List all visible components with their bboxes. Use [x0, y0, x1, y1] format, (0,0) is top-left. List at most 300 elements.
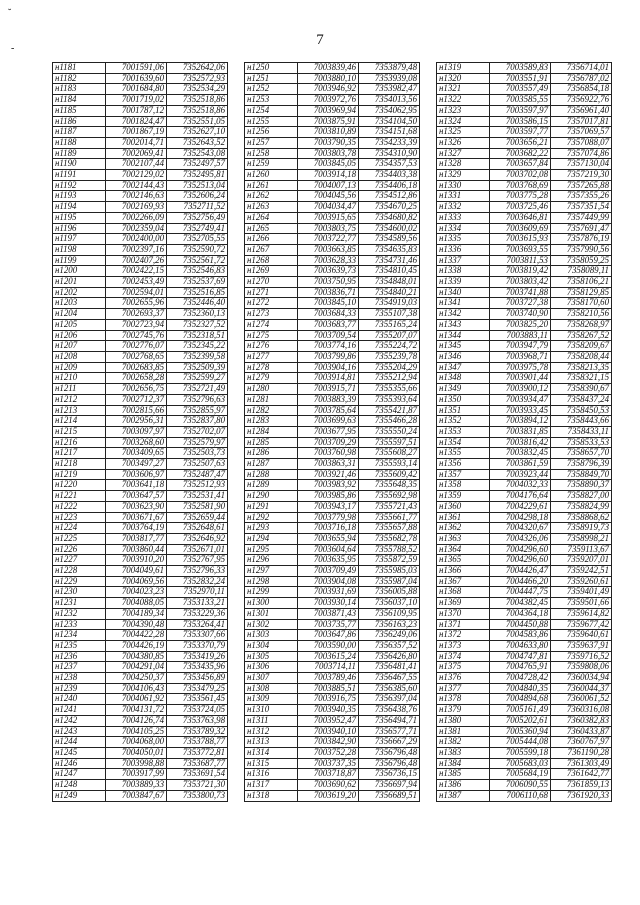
- table-row: [437, 73, 612, 84]
- table-row: [437, 341, 612, 352]
- table-row: [53, 394, 228, 405]
- point-id: н1369: [437, 598, 490, 609]
- table-row: [53, 523, 228, 534]
- point-id: н1378: [437, 694, 490, 705]
- y-coordinate: 7353370,79: [167, 640, 228, 651]
- table-row: [53, 715, 228, 726]
- table-row: [437, 705, 612, 716]
- table-row: [245, 576, 420, 587]
- x-coordinate: 7004291,04: [106, 662, 167, 673]
- point-id: н1183: [53, 84, 106, 95]
- y-coordinate: 7358268,97: [551, 319, 612, 330]
- x-coordinate: 7004894,68: [490, 694, 551, 705]
- y-coordinate: 7358106,21: [551, 277, 612, 288]
- table-row: [437, 234, 612, 245]
- table-row: [245, 159, 420, 170]
- point-id: н1350: [437, 394, 490, 405]
- point-id: н1325: [437, 127, 490, 138]
- x-coordinate: 7003883,39: [298, 394, 359, 405]
- point-id: н1182: [53, 73, 106, 84]
- point-id: н1210: [53, 373, 106, 384]
- x-coordinate: 7003934,47: [490, 394, 551, 405]
- x-coordinate: 7003764,19: [106, 523, 167, 534]
- table-row: [437, 95, 612, 106]
- point-id: н1247: [53, 769, 106, 780]
- point-id: н1240: [53, 694, 106, 705]
- x-coordinate: 7003655,94: [298, 533, 359, 544]
- x-coordinate: 7003975,78: [490, 362, 551, 373]
- x-coordinate: 7003933,45: [490, 405, 551, 416]
- point-id: н1356: [437, 459, 490, 470]
- table-row: [53, 640, 228, 651]
- x-coordinate: 7003619,20: [298, 790, 359, 801]
- point-id: н1186: [53, 116, 106, 127]
- point-id: н1184: [53, 95, 106, 106]
- x-coordinate: 7003946,92: [298, 84, 359, 95]
- point-id: н1352: [437, 416, 490, 427]
- table-row: [53, 319, 228, 330]
- point-id: н1338: [437, 266, 490, 277]
- x-coordinate: 7005161,49: [490, 705, 551, 716]
- x-coordinate: 7003889,33: [106, 780, 167, 791]
- x-coordinate: 7004426,19: [106, 640, 167, 651]
- y-coordinate: 7358267,52: [551, 330, 612, 341]
- x-coordinate: 7004007,13: [298, 180, 359, 191]
- x-coordinate: 7003589,83: [490, 63, 551, 74]
- x-coordinate: 7003915,71: [298, 384, 359, 395]
- y-coordinate: 7353691,54: [167, 769, 228, 780]
- table-row: [437, 448, 612, 459]
- y-coordinate: 7358433,11: [551, 426, 612, 437]
- table-row: [245, 705, 420, 716]
- x-coordinate: 7004447,75: [490, 587, 551, 598]
- x-coordinate: 7003671,67: [106, 512, 167, 523]
- point-id: н1227: [53, 555, 106, 566]
- point-id: н1256: [245, 127, 298, 138]
- x-coordinate: 7003716,18: [298, 523, 359, 534]
- point-id: н1337: [437, 255, 490, 266]
- table-row: [437, 180, 612, 191]
- x-coordinate: 7002723,94: [106, 319, 167, 330]
- y-coordinate: 7358170,60: [551, 298, 612, 309]
- x-coordinate: 7003657,84: [490, 159, 551, 170]
- y-coordinate: 7357990,56: [551, 244, 612, 255]
- table-row: [53, 244, 228, 255]
- table-row: [53, 598, 228, 609]
- y-coordinate: 7352518,86: [167, 105, 228, 116]
- point-id: н1280: [245, 384, 298, 395]
- point-id: н1216: [53, 437, 106, 448]
- x-coordinate: 7003900,12: [490, 384, 551, 395]
- point-id: н1302: [245, 619, 298, 630]
- point-id: н1260: [245, 170, 298, 181]
- y-coordinate: 7352546,83: [167, 266, 228, 277]
- x-coordinate: 7003816,42: [490, 437, 551, 448]
- table-row: [53, 694, 228, 705]
- point-id: н1205: [53, 319, 106, 330]
- y-coordinate: 7358209,67: [551, 341, 612, 352]
- point-id: н1195: [53, 212, 106, 223]
- y-coordinate: 7358868,62: [551, 512, 612, 523]
- x-coordinate: 7004045,56: [298, 191, 359, 202]
- y-coordinate: 7359677,42: [551, 619, 612, 630]
- table-row: [53, 491, 228, 502]
- x-coordinate: 7003735,77: [298, 619, 359, 630]
- x-coordinate: 7005360,94: [490, 726, 551, 737]
- x-coordinate: 7003861,59: [490, 459, 551, 470]
- x-coordinate: 7003684,33: [298, 309, 359, 320]
- x-coordinate: 7002956,31: [106, 416, 167, 427]
- table-row: [437, 459, 612, 470]
- table-row: [245, 555, 420, 566]
- point-id: н1199: [53, 255, 106, 266]
- table-row: [53, 223, 228, 234]
- x-coordinate: 7004296,60: [490, 555, 551, 566]
- y-coordinate: 7358533,53: [551, 437, 612, 448]
- x-coordinate: 7003647,57: [106, 491, 167, 502]
- x-coordinate: 7003709,29: [298, 437, 359, 448]
- y-coordinate: 7354233,39: [359, 137, 420, 148]
- table-row: [245, 480, 420, 491]
- table-row: [53, 255, 228, 266]
- point-id: н1254: [245, 105, 298, 116]
- table-row: [53, 780, 228, 791]
- point-id: н1298: [245, 576, 298, 587]
- x-coordinate: 7004189,34: [106, 608, 167, 619]
- table-row: [245, 426, 420, 437]
- point-id: н1187: [53, 127, 106, 138]
- y-coordinate: 7352572,93: [167, 73, 228, 84]
- table-row: [53, 341, 228, 352]
- x-coordinate: 7003940,35: [298, 705, 359, 716]
- y-coordinate: 7358919,73: [551, 523, 612, 534]
- y-coordinate: 7355204,29: [359, 362, 420, 373]
- x-coordinate: 7003597,77: [490, 127, 551, 138]
- y-coordinate: 7354589,56: [359, 234, 420, 245]
- table-row: [53, 202, 228, 213]
- x-coordinate: 7003740,90: [490, 309, 551, 320]
- table-row: [245, 191, 420, 202]
- table-row: [437, 769, 612, 780]
- x-coordinate: 7003915,65: [298, 212, 359, 223]
- y-coordinate: 7352590,72: [167, 244, 228, 255]
- point-id: н1346: [437, 351, 490, 362]
- y-coordinate: 7352497,57: [167, 159, 228, 170]
- table-row: [53, 309, 228, 320]
- y-coordinate: 7359716,52: [551, 651, 612, 662]
- point-id: н1284: [245, 426, 298, 437]
- table-row: [53, 84, 228, 95]
- y-coordinate: 7358208,44: [551, 351, 612, 362]
- y-coordinate: 7352832,24: [167, 576, 228, 587]
- point-id: н1267: [245, 244, 298, 255]
- point-id: н1192: [53, 180, 106, 191]
- x-coordinate: 7003752,28: [298, 748, 359, 759]
- point-id: н1364: [437, 544, 490, 555]
- y-coordinate: 7358890,37: [551, 480, 612, 491]
- point-id: н1336: [437, 244, 490, 255]
- y-coordinate: 7354635,83: [359, 244, 420, 255]
- point-id: н1380: [437, 715, 490, 726]
- y-coordinate: 7357017,81: [551, 116, 612, 127]
- x-coordinate: 7005683,03: [490, 758, 551, 769]
- x-coordinate: 7003914,18: [298, 170, 359, 181]
- point-id: н1291: [245, 501, 298, 512]
- point-id: н1330: [437, 180, 490, 191]
- point-id: н1198: [53, 244, 106, 255]
- table-row: [437, 501, 612, 512]
- y-coordinate: 7358321,15: [551, 373, 612, 384]
- x-coordinate: 7004728,42: [490, 673, 551, 684]
- y-coordinate: 7352705,55: [167, 234, 228, 245]
- table-row: [245, 170, 420, 181]
- table-row: [245, 73, 420, 84]
- table-row: [437, 619, 612, 630]
- point-id: н1188: [53, 137, 106, 148]
- x-coordinate: 7003836,71: [298, 287, 359, 298]
- point-id: н1322: [437, 95, 490, 106]
- x-coordinate: 7003604,64: [298, 544, 359, 555]
- y-coordinate: 7352579,97: [167, 437, 228, 448]
- x-coordinate: 7006110,68: [490, 790, 551, 801]
- table-row: [53, 362, 228, 373]
- y-coordinate: 7355987,04: [359, 576, 420, 587]
- point-id: н1243: [53, 726, 106, 737]
- point-id: н1372: [437, 630, 490, 641]
- x-coordinate: 7003968,71: [490, 351, 551, 362]
- table-row: [245, 416, 420, 427]
- x-coordinate: 7003845,10: [298, 298, 359, 309]
- y-coordinate: 7353687,77: [167, 758, 228, 769]
- table-row: [53, 127, 228, 138]
- point-id: н1249: [53, 790, 106, 801]
- y-coordinate: 7359501,66: [551, 598, 612, 609]
- y-coordinate: 7355609,42: [359, 469, 420, 480]
- y-coordinate: 7352327,52: [167, 319, 228, 330]
- point-id: н1366: [437, 566, 490, 577]
- table-row: [437, 373, 612, 384]
- point-id: н1261: [245, 180, 298, 191]
- y-coordinate: 7353229,36: [167, 608, 228, 619]
- table-row: [53, 416, 228, 427]
- table-row: [437, 266, 612, 277]
- table-row: [53, 737, 228, 748]
- point-id: н1204: [53, 309, 106, 320]
- y-coordinate: 7356494,71: [359, 715, 420, 726]
- y-coordinate: 7355355,66: [359, 384, 420, 395]
- x-coordinate: 7003819,42: [490, 266, 551, 277]
- x-coordinate: 7002146,63: [106, 191, 167, 202]
- table-row: [437, 566, 612, 577]
- table-row: [53, 705, 228, 716]
- point-id: н1262: [245, 191, 298, 202]
- x-coordinate: 7003969,94: [298, 105, 359, 116]
- point-id: н1275: [245, 330, 298, 341]
- y-coordinate: 7356426,80: [359, 651, 420, 662]
- y-coordinate: 7355393,64: [359, 394, 420, 405]
- x-coordinate: 7004633,80: [490, 640, 551, 651]
- x-coordinate: 7002144,43: [106, 180, 167, 191]
- y-coordinate: 7354512,86: [359, 191, 420, 202]
- x-coordinate: 7003727,38: [490, 298, 551, 309]
- point-id: н1367: [437, 576, 490, 587]
- y-coordinate: 7355224,72: [359, 341, 420, 352]
- y-coordinate: 7355661,77: [359, 512, 420, 523]
- table-row: [245, 598, 420, 609]
- point-id: н1232: [53, 608, 106, 619]
- y-coordinate: 7354600,02: [359, 223, 420, 234]
- y-coordinate: 7353456,89: [167, 673, 228, 684]
- point-id: н1268: [245, 255, 298, 266]
- table-row: [53, 191, 228, 202]
- x-coordinate: 7003737,35: [298, 758, 359, 769]
- x-coordinate: 7003693,55: [490, 244, 551, 255]
- y-coordinate: 7353419,26: [167, 651, 228, 662]
- table-row: [245, 683, 420, 694]
- x-coordinate: 7003904,16: [298, 362, 359, 373]
- y-coordinate: 7353264,41: [167, 619, 228, 630]
- x-coordinate: 7003931,69: [298, 587, 359, 598]
- y-coordinate: 7353788,77: [167, 737, 228, 748]
- y-coordinate: 7353982,47: [359, 84, 420, 95]
- point-id: н1230: [53, 587, 106, 598]
- y-coordinate: 7356467,55: [359, 673, 420, 684]
- point-id: н1223: [53, 512, 106, 523]
- x-coordinate: 7004023,23: [106, 587, 167, 598]
- x-coordinate: 7004088,05: [106, 598, 167, 609]
- y-coordinate: 7352646,92: [167, 533, 228, 544]
- point-id: н1255: [245, 116, 298, 127]
- y-coordinate: 7356037,10: [359, 598, 420, 609]
- table-row: [437, 694, 612, 705]
- y-coordinate: 7356109,95: [359, 608, 420, 619]
- table-row: [53, 726, 228, 737]
- point-id: н1253: [245, 95, 298, 106]
- x-coordinate: 7003917,99: [106, 769, 167, 780]
- table-row: [53, 159, 228, 170]
- x-coordinate: 7004032,33: [490, 480, 551, 491]
- x-coordinate: 7003885,51: [298, 683, 359, 694]
- table-row: [245, 255, 420, 266]
- y-coordinate: 7359401,49: [551, 587, 612, 598]
- x-coordinate: 7003714,11: [298, 662, 359, 673]
- y-coordinate: 7353307,66: [167, 630, 228, 641]
- point-id: н1213: [53, 405, 106, 416]
- y-coordinate: 7352360,13: [167, 309, 228, 320]
- y-coordinate: 7352561,72: [167, 255, 228, 266]
- y-coordinate: 7358443,66: [551, 416, 612, 427]
- table-row: [245, 726, 420, 737]
- table-row: [245, 780, 420, 791]
- y-coordinate: 7352507,63: [167, 459, 228, 470]
- x-coordinate: 7003551,91: [490, 73, 551, 84]
- table-row: [245, 587, 420, 598]
- table-row: [437, 309, 612, 320]
- y-coordinate: 7355550,24: [359, 426, 420, 437]
- x-coordinate: 7003923,44: [490, 469, 551, 480]
- point-id: н1313: [245, 737, 298, 748]
- y-coordinate: 7352543,08: [167, 148, 228, 159]
- y-coordinate: 7358796,39: [551, 459, 612, 470]
- y-coordinate: 7354680,82: [359, 212, 420, 223]
- x-coordinate: 7004296,60: [490, 544, 551, 555]
- y-coordinate: 7352345,22: [167, 341, 228, 352]
- coordinates-table-3: [436, 62, 612, 802]
- y-coordinate: 7352642,06: [167, 63, 228, 74]
- point-id: н1368: [437, 587, 490, 598]
- y-coordinate: 7356961,40: [551, 105, 612, 116]
- x-coordinate: 7001684,80: [106, 84, 167, 95]
- table-row: [437, 512, 612, 523]
- point-id: н1190: [53, 159, 106, 170]
- x-coordinate: 7004061,92: [106, 694, 167, 705]
- table-row: [53, 180, 228, 191]
- y-coordinate: 7357069,57: [551, 127, 612, 138]
- point-id: н1343: [437, 319, 490, 330]
- table-row: [53, 662, 228, 673]
- x-coordinate: 7003803,78: [298, 148, 359, 159]
- table-row: [245, 651, 420, 662]
- y-coordinate: 7356787,02: [551, 73, 612, 84]
- point-id: н1246: [53, 758, 106, 769]
- x-coordinate: 7003709,54: [298, 330, 359, 341]
- x-coordinate: 7002359,04: [106, 223, 167, 234]
- x-coordinate: 7003790,35: [298, 137, 359, 148]
- point-id: н1214: [53, 416, 106, 427]
- table-row: [245, 373, 420, 384]
- y-coordinate: 7356796,48: [359, 758, 420, 769]
- x-coordinate: 7003914,81: [298, 373, 359, 384]
- point-id: н1297: [245, 566, 298, 577]
- point-id: н1353: [437, 426, 490, 437]
- x-coordinate: 7001719,02: [106, 95, 167, 106]
- point-id: н1245: [53, 748, 106, 759]
- table-row: [53, 277, 228, 288]
- y-coordinate: 7354062,95: [359, 105, 420, 116]
- point-id: н1212: [53, 394, 106, 405]
- x-coordinate: 7005599,18: [490, 748, 551, 759]
- table-row: [245, 758, 420, 769]
- x-coordinate: 7003952,47: [298, 715, 359, 726]
- point-id: н1202: [53, 287, 106, 298]
- x-coordinate: 7003943,17: [298, 501, 359, 512]
- point-id: н1329: [437, 170, 490, 181]
- y-coordinate: 7353939,08: [359, 73, 420, 84]
- table-row: [437, 105, 612, 116]
- point-id: н1269: [245, 266, 298, 277]
- x-coordinate: 7003817,77: [106, 533, 167, 544]
- x-coordinate: 7004106,43: [106, 683, 167, 694]
- point-id: н1332: [437, 202, 490, 213]
- point-id: н1281: [245, 394, 298, 405]
- table-row: [245, 394, 420, 405]
- table-row: [245, 330, 420, 341]
- table-row: [437, 780, 612, 791]
- x-coordinate: 7003635,95: [298, 555, 359, 566]
- table-row: [245, 737, 420, 748]
- point-id: н1238: [53, 673, 106, 684]
- table-row: [437, 726, 612, 737]
- x-coordinate: 7001591,06: [106, 63, 167, 74]
- point-id: н1357: [437, 469, 490, 480]
- x-coordinate: 7002266,09: [106, 212, 167, 223]
- table-row: [245, 84, 420, 95]
- x-coordinate: 7003785,64: [298, 405, 359, 416]
- point-id: н1229: [53, 576, 106, 587]
- y-coordinate: 7352796,63: [167, 394, 228, 405]
- point-id: н1286: [245, 448, 298, 459]
- x-coordinate: 7003768,69: [490, 180, 551, 191]
